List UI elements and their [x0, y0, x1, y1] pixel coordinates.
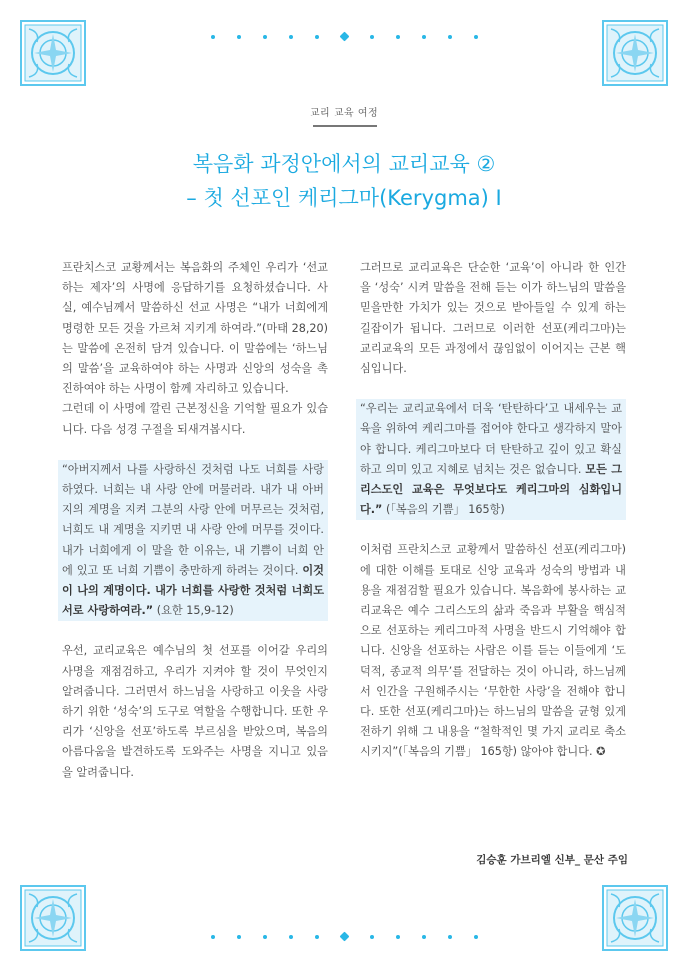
paragraph-text: 이처럼 프란치스코 교황께서 말씀하신 선포(케리그마)에 대한 이해를 토대로 신앙 교육과 성숙의 방법과 내용을 재점검할 필요가 있습니다. 복음화에 봉사하는 교리교육은 예수 그리스도의 삶과 죽음과 부활을 핵심적으로 선포하는 케리그마적 사명을 반드시 기억해야 합니다. 신앙을 선포하는 사람은 이를 듣는 이들에게 ‘도덕적, 종교적 의무’를 전달하는 것이 아니라, 하느님께서 인간을 구원해주시는 ‘무한한 사랑’을 전해야 합니다. 또한 선포(케리그마)는 하느님의 말씀을 균형 있게 전하기 위해 그 내용을 “철학적인 몇 가지 교리로 축소 시키지”(「복음의 기쁨」 165항) 않아야 합니다. [360, 543, 626, 759]
quote-highlight: 이것이 나의 계명이다. 내가 너희를 사랑한 것처럼 너희도 서로 사랑하여라.” [62, 563, 324, 618]
quote-highlight: 모든 그리스도인 교육은 무엇보다도 케리그마의 심화입니다.” [360, 462, 622, 517]
corner-ornament-icon [20, 20, 86, 86]
paragraph: 그러므로 교리교육은 단순한 ‘교육’이 아니라 한 인간을 ‘성숙’ 시켜 말씀을 전해 듣는 이가 하느님의 말씀을 믿을만한 가치가 있는 것으로 받아들일 수 있게 하는 길잡이가 됩니다. 그러므로 이러한 선포(케리그마)는 교리교육의 모든 과정에서 끊임없이 이어지는 근본 핵심입니다. [360, 261, 626, 376]
section-label: 교리 교육 여정 [309, 108, 379, 119]
quote-reference: (「복음의 기쁨」 165항) [382, 503, 505, 517]
quote-text: “우리는 교리교육에서 더욱 ‘탄탄하다’고 내세우는 교육을 위하여 케리그마를 접어야 한다고 생각하지 말아야 합니다. 케리그마보다 더 탄탄하고 깊이 있고 확실하고 의미 있고 지혜로 넘치는 것은 없습니다. [360, 402, 622, 476]
paragraph: 프란치스코 교황께서는 복음화의 주체인 우리가 ‘선교하는 제자’의 사명에 응답하기를 요청하셨습니다. 사실, 예수님께서 말씀하신 선교 사명은 “내가 너희에게 명령한 모든 것을 가르쳐 지키게 하여라.”(마태 28,20)는 말씀에 온전히 담겨 있습니다. 이 말씀에는 ‘하느님의 말씀’을 교육하여야 하는 사명과 신앙의 성숙을 촉진하여야 하는 사명이 함께 자리하고 있습니다. [62, 261, 328, 396]
top-dot-divider [0, 33, 688, 40]
title-line-2: – 첫 선포인 케리그마(Kerygma) Ⅰ [186, 186, 502, 210]
author-signature: 김승훈 가브리엘 신부_ 문산 주임 [476, 854, 628, 866]
paragraph [360, 540, 626, 762]
quote-reference: (요한 15,9-12) [153, 604, 234, 618]
title-line-1: 복음화 과정안에서의 교리교육 ② [192, 152, 496, 176]
document-quote [356, 399, 626, 520]
end-mark-icon: ✪ [596, 745, 606, 759]
bottom-dot-divider [0, 933, 688, 940]
page-title [0, 147, 688, 215]
left-column [62, 258, 328, 783]
paragraph: 우선, 교리교육은 예수님의 첫 선포를 이어갈 우리의 사명을 재점검하고, 우리가 지켜야 할 것이 무엇인지 알려줍니다. 그러면서 하느님을 사랑하고 이웃을 사랑하기 위한 ‘성숙’의 도구로 역할을 수행합니다. 또한 우리가 ‘신앙을 선포’하도록 부르심을 받았으며, 복음의 아름다움을 발견하도록 도와주는 사명을 지니고 있음을 알려줍니다. [62, 644, 328, 779]
scripture-quote [58, 460, 328, 622]
section-divider [313, 125, 377, 127]
paragraph: 그런데 이 사명에 깔린 근본정신을 기억할 필요가 있습니다. 다음 성경 구절을 되새겨봅시다. [62, 402, 328, 436]
quote-text: “아버지께서 나를 사랑하신 것처럼 나도 너희를 사랑하였다. 너희는 내 사랑 안에 머물러라. 내가 내 아버지의 계명을 지켜 그분의 사랑 안에 머무르는 것처럼, 너희도 내 계명을 지키면 내 사랑 안에 머무를 것이다. 내가 너희에게 이 말을 한 이유는, 내 기쁨이 너희 안에 있고 또 너희 기쁨이 충만하게 하려는 것이다. [62, 462, 324, 577]
corner-ornament-icon [20, 885, 86, 951]
corner-ornament-icon [602, 885, 668, 951]
corner-ornament-icon [602, 20, 668, 86]
right-column [360, 258, 626, 763]
